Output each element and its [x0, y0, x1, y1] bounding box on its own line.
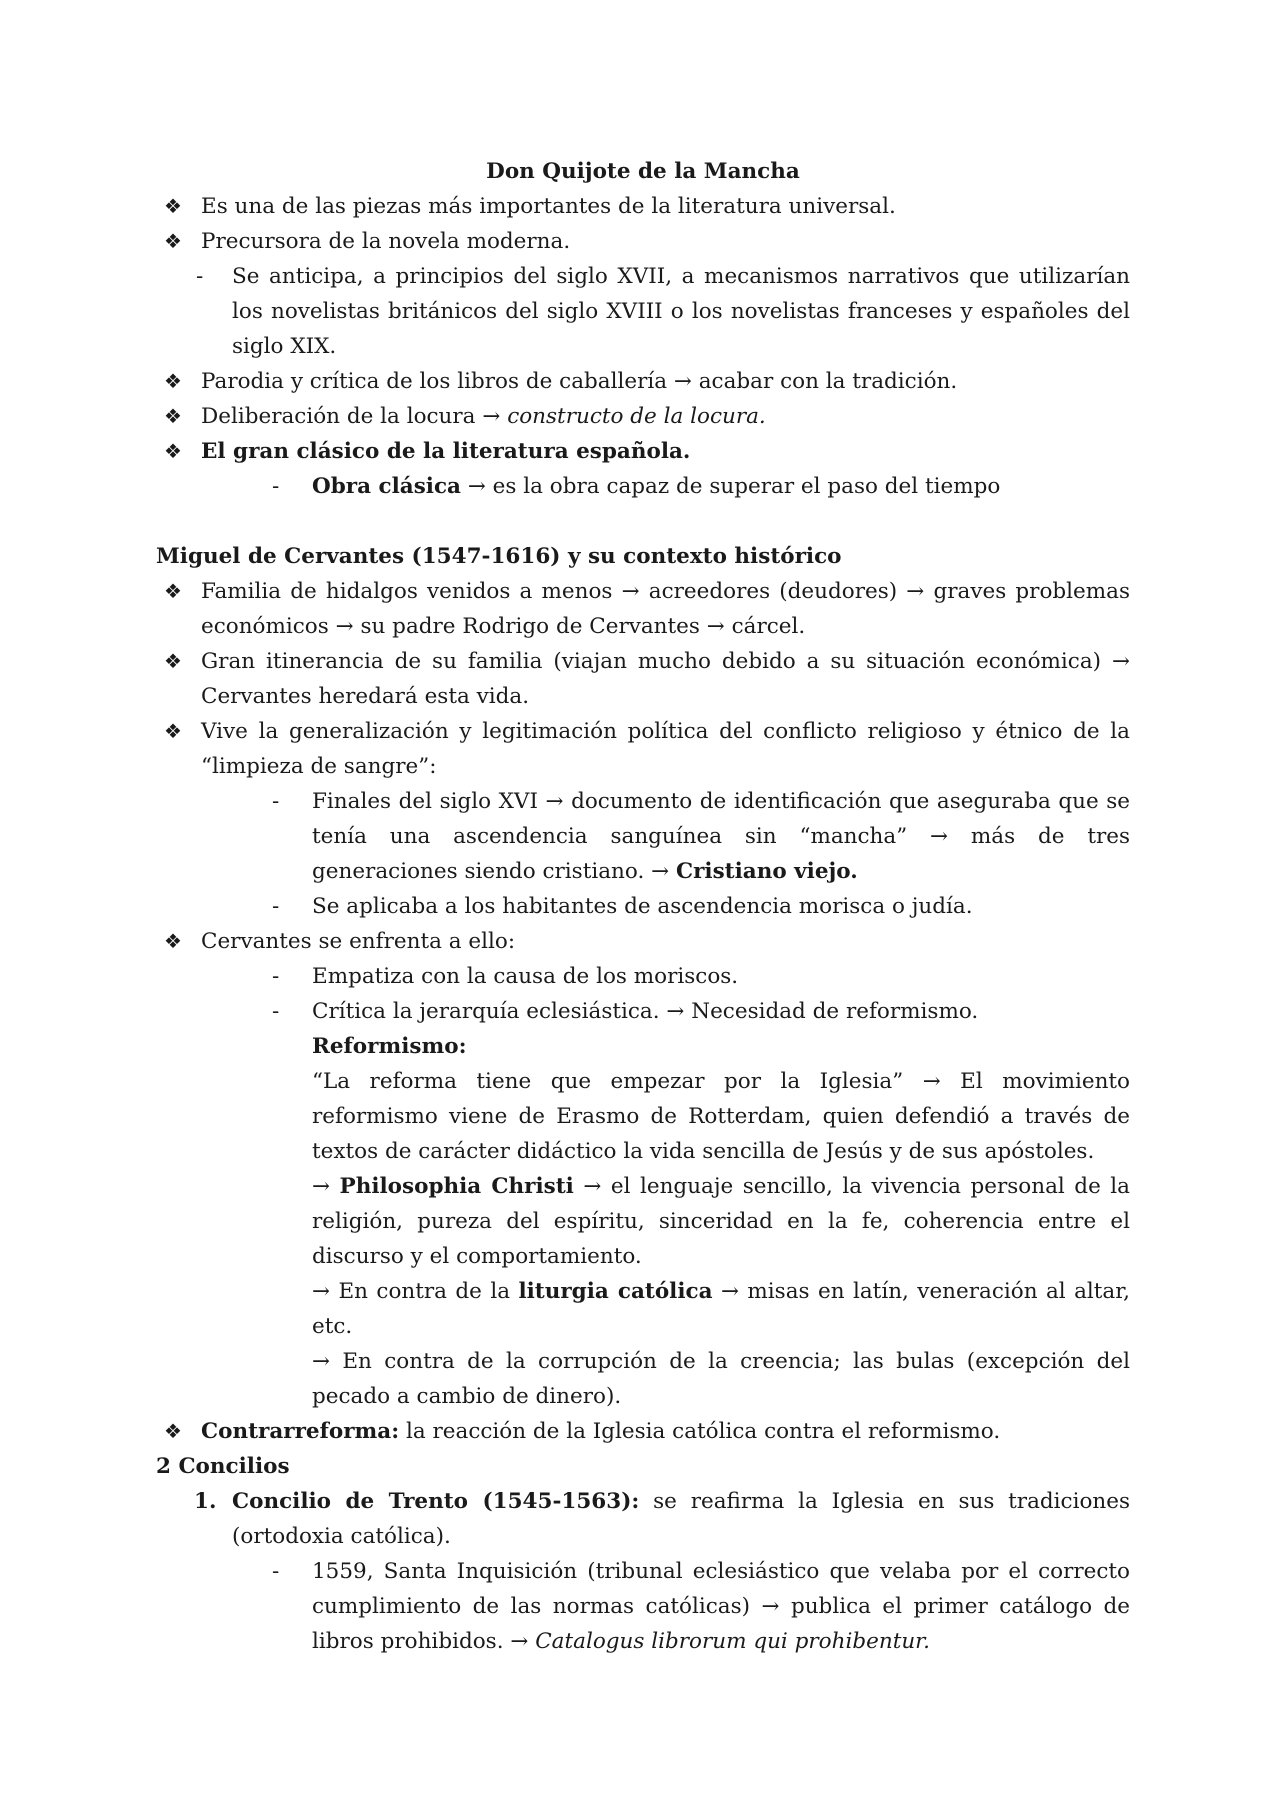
diamond-bullet-icon: ❖ — [164, 369, 182, 393]
dash-marker: - — [196, 264, 204, 289]
bullet-item — [156, 189, 1130, 224]
item-bold-text: liturgia católica — [518, 1279, 713, 1304]
bullet-item — [156, 1414, 1130, 1449]
diamond-bullet-icon: ❖ — [164, 719, 182, 743]
item-text: 1559, Santa Inquisición (tribunal eclesiástico que velaba por el correcto cumplimiento de las normas católicas) → publica el primer catálogo de libros prohibidos. → — [312, 1559, 1130, 1654]
dash-item — [156, 784, 1130, 889]
item-bold-text: Obra clásica — [312, 474, 461, 499]
bullet-item — [156, 714, 1130, 784]
dash-marker: - — [272, 474, 280, 499]
item-bold-text: Philosophia Christi — [339, 1174, 574, 1199]
item-italic-text: constructo de la locura. — [507, 404, 766, 429]
bullet-item — [156, 924, 1130, 959]
dash-item — [156, 959, 1130, 994]
diamond-bullet-icon: ❖ — [164, 194, 182, 218]
item-bold-text: Reformismo: — [312, 1034, 467, 1059]
item-text: Precursora de la novela moderna. — [201, 229, 571, 254]
section-heading-cervantes: Miguel de Cervantes (1547-1616) y su contexto histórico — [156, 544, 842, 569]
item-text: Empatiza con la causa de los moriscos. — [312, 964, 739, 989]
bullet-item — [156, 224, 1130, 259]
bullet-item — [156, 364, 1130, 399]
item-text: Vive la generalización y legitimación política del conflicto religioso y étnico de la “limpieza de sangre”: — [201, 719, 1130, 779]
dash-marker: - — [272, 964, 280, 989]
item-text: → — [312, 1174, 340, 1199]
dash-item — [156, 1554, 1130, 1659]
list-number: 1. — [194, 1489, 217, 1514]
item-text: Deliberación de la locura → — [201, 404, 508, 429]
item-text: Finales del siglo XVI → documento de identificación que aseguraba que se tenía una ascendencia sanguínea sin “mancha” → más de tres generaciones siendo cristiano. → — [312, 789, 1130, 884]
item-italic-text: Catalogus librorum qui prohibentur. — [535, 1629, 930, 1654]
dash-item — [156, 994, 1130, 1029]
item-text: se reafirma la Iglesia en sus tradiciones (ortodoxia católica). — [232, 1489, 1130, 1549]
item-bold-text: Cristiano viejo. — [675, 859, 858, 884]
item-text: Familia de hidalgos venidos a menos → acreedores (deudores) → graves problemas económicos → su padre Rodrigo de Cervantes → cárcel. — [201, 579, 1130, 639]
item-text: → En contra de la — [312, 1279, 519, 1304]
dash-marker: - — [272, 999, 280, 1024]
liturgia-paragraph — [156, 1274, 1130, 1344]
item-bold-text: El gran clásico de la literatura española. — [201, 439, 691, 464]
item-text: Crítica la jerarquía eclesiástica. → Necesidad de reformismo. — [312, 999, 979, 1024]
diamond-bullet-icon: ❖ — [164, 929, 182, 953]
bullet-item — [156, 434, 1130, 469]
section-heading-concilios: 2 Concilios — [156, 1454, 290, 1479]
item-text: → el lenguaje sencillo, la vivencia personal de la religión, pureza del espíritu, sinceridad en la fe, coherencia entre el discurso y el comportamiento. — [312, 1174, 1130, 1269]
item-text: Cervantes se enfrenta a ello: — [201, 929, 516, 954]
reformismo-label — [156, 1029, 1130, 1064]
item-bold-text: Concilio de Trento (1545-1563): — [232, 1489, 640, 1514]
item-text: Se aplicaba a los habitantes de ascendencia morisca o judía. — [312, 894, 973, 919]
dash-item — [156, 889, 1130, 924]
diamond-bullet-icon: ❖ — [164, 579, 182, 603]
reformismo-paragraph: “La reforma tiene que empezar por la Iglesia” → El movimiento reformismo viene de Erasmo de Rotterdam, quien defendió a través de textos de carácter didáctico la vida sencilla de Jesús y de sus apóstoles. — [312, 1069, 1130, 1164]
item-text: la reacción de la Iglesia católica contra el reformismo. — [399, 1419, 1001, 1444]
item-text: Se anticipa, a principios del siglo XVII, a mecanismos narrativos que utilizarían los novelistas británicos del siglo XVIII o los novelistas franceses y españoles del siglo XIX. — [232, 264, 1130, 359]
document-page — [156, 154, 1130, 1659]
bullet-item — [156, 574, 1130, 644]
diamond-bullet-icon: ❖ — [164, 439, 182, 463]
diamond-bullet-icon: ❖ — [164, 404, 182, 428]
bullet-item — [156, 399, 1130, 434]
diamond-bullet-icon: ❖ — [164, 1419, 182, 1443]
bullet-item — [156, 644, 1130, 714]
diamond-bullet-icon: ❖ — [164, 229, 182, 253]
dash-item — [156, 259, 1130, 364]
item-text: Es una de las piezas más importantes de la literatura universal. — [201, 194, 896, 219]
item-text: Parodia y crítica de los libros de caballería → acabar con la tradición. — [201, 369, 958, 394]
dash-item — [156, 469, 1130, 504]
corrupcion-paragraph: → En contra de la corrupción de la creencia; las bulas (excepción del pecado a cambio de dinero). — [312, 1349, 1130, 1409]
item-text: → es la obra capaz de superar el paso del tiempo — [461, 474, 1001, 499]
numbered-item — [156, 1484, 1130, 1554]
dash-marker: - — [272, 894, 280, 919]
philosophia-christi-paragraph — [156, 1169, 1130, 1274]
document-title: Don Quijote de la Mancha — [486, 159, 800, 184]
dash-marker: - — [272, 789, 280, 814]
diamond-bullet-icon: ❖ — [164, 649, 182, 673]
item-text: Gran itinerancia de su familia (viajan mucho debido a su situación económica) → Cervantes heredará esta vida. — [201, 649, 1130, 709]
item-text: → misas en latín, veneración al altar, etc. — [312, 1279, 1131, 1339]
item-bold-text: Contrarreforma: — [201, 1419, 400, 1444]
dash-marker: - — [272, 1559, 280, 1584]
